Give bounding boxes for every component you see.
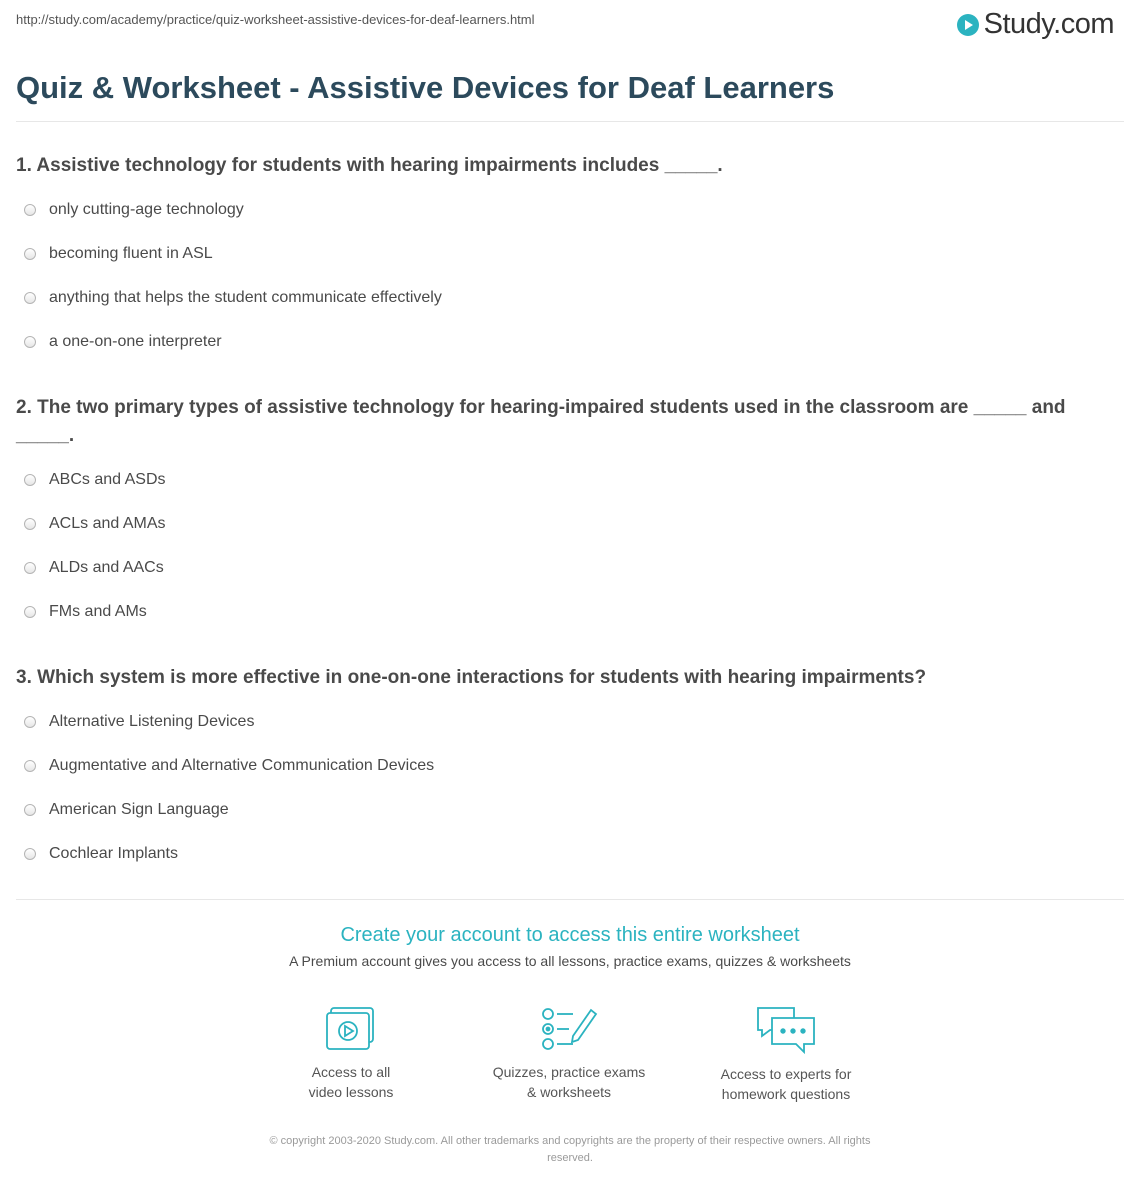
option-label: American Sign Language xyxy=(49,801,229,818)
answer-option[interactable] xyxy=(16,832,1108,876)
radio-button[interactable] xyxy=(24,716,36,728)
answer-option[interactable] xyxy=(16,232,1108,276)
signup-cta xyxy=(0,924,1140,969)
option-label: Alternative Listening Devices xyxy=(49,713,255,730)
radio-button[interactable] xyxy=(24,518,36,530)
radio-button[interactable] xyxy=(24,204,36,216)
radio-button[interactable] xyxy=(24,474,36,486)
answer-option[interactable] xyxy=(16,700,1108,744)
feature-label: Access to experts for homework questions xyxy=(720,1066,852,1102)
radio-button[interactable] xyxy=(24,336,36,348)
radio-button[interactable] xyxy=(24,248,36,260)
question-text: 3. Which system is more effective in one-on-one interactions for students with hearing impairments? xyxy=(16,667,927,688)
divider xyxy=(16,899,1124,900)
radio-button[interactable] xyxy=(24,606,36,618)
radio-button[interactable] xyxy=(24,292,36,304)
logo-text: Study.com xyxy=(983,8,1114,40)
option-label: ALDs and AACs xyxy=(49,559,164,576)
question-2 xyxy=(16,394,1108,634)
answer-option[interactable] xyxy=(16,276,1108,320)
radio-button[interactable] xyxy=(24,562,36,574)
quiz-checklist-icon xyxy=(539,1004,599,1054)
answer-option[interactable] xyxy=(16,788,1108,832)
question-3 xyxy=(16,664,1108,876)
option-label: Cochlear Implants xyxy=(49,845,178,862)
answer-option[interactable] xyxy=(16,458,1108,502)
feature-video-lessons xyxy=(256,1004,446,1102)
radio-button[interactable] xyxy=(24,848,36,860)
question-text: 2. The two primary types of assistive technology for hearing-impaired students used in the classroom are _____ and _____. xyxy=(16,397,1066,446)
option-label: anything that helps the student communicate effectively xyxy=(49,289,442,306)
page-title: Quiz & Worksheet - Assistive Devices for Deaf Learners xyxy=(16,70,835,105)
play-circle-icon xyxy=(956,13,980,37)
feature-label: Quizzes, practice exams & worksheets xyxy=(492,1064,646,1100)
copyright-footer: © copyright 2003-2020 Study.com. All other trademarks and copyrights are the property of their respective owners. All rights reserved. xyxy=(269,1135,871,1164)
option-label: becoming fluent in ASL xyxy=(49,245,213,262)
answer-option[interactable] xyxy=(16,502,1108,546)
radio-button[interactable] xyxy=(24,760,36,772)
question-text: 1. Assistive technology for students with hearing impairments includes _____. xyxy=(16,155,723,176)
cta-subtitle: A Premium account gives you access to all lessons, practice exams, quizzes & worksheets xyxy=(289,953,851,969)
option-label: ABCs and ASDs xyxy=(49,471,166,488)
answer-option[interactable] xyxy=(16,590,1108,634)
study-logo[interactable] xyxy=(956,8,1114,41)
question-1 xyxy=(16,152,1108,364)
option-label: ACLs and AMAs xyxy=(49,515,166,532)
video-lessons-icon xyxy=(323,1004,379,1054)
chat-bubbles-icon xyxy=(754,1004,818,1056)
option-label: Augmentative and Alternative Communication Devices xyxy=(49,757,435,774)
option-label: a one-on-one interpreter xyxy=(49,333,222,350)
radio-button[interactable] xyxy=(24,804,36,816)
answer-option[interactable] xyxy=(16,320,1108,364)
feature-quizzes xyxy=(474,1004,664,1102)
page-url: http://study.com/academy/practice/quiz-worksheet-assistive-devices-for-deaf-learners.html xyxy=(16,12,535,27)
feature-experts xyxy=(691,1004,881,1104)
divider xyxy=(16,121,1124,122)
cta-title-link[interactable]: Create your account to access this entire worksheet xyxy=(340,924,800,946)
answer-option[interactable] xyxy=(16,188,1108,232)
option-label: FMs and AMs xyxy=(49,603,147,620)
feature-label: Access to all video lessons xyxy=(308,1064,394,1100)
quiz-questions xyxy=(16,152,1108,906)
answer-option[interactable] xyxy=(16,546,1108,590)
answer-option[interactable] xyxy=(16,744,1108,788)
option-label: only cutting-age technology xyxy=(49,201,244,218)
